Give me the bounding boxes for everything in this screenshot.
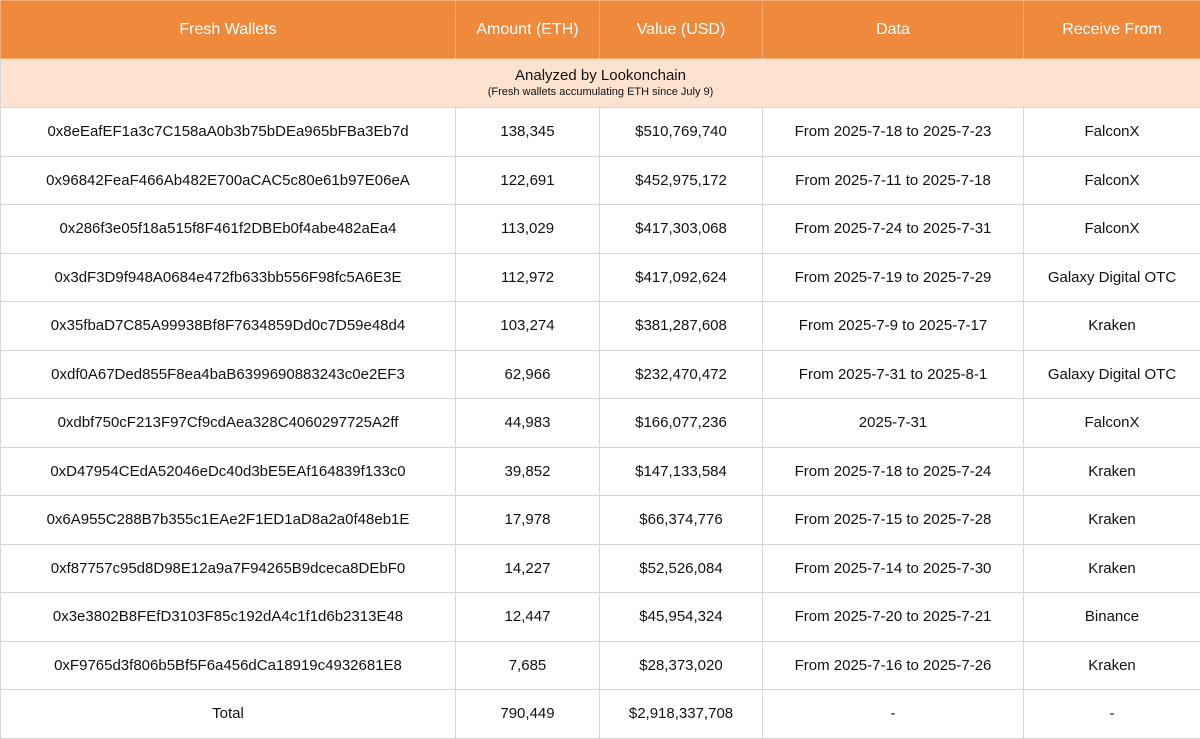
amount-eth-cell: 113,029 <box>456 205 600 254</box>
wallet-address-cell: 0xdf0A67Ded855F8ea4baB6399690883243c0e2EF3 <box>1 350 456 399</box>
table-row <box>1 496 1200 545</box>
wallet-address-cell: 0xf87757c95d8D98E12a9a7F94265B9dceca8DEbF0 <box>1 544 456 593</box>
header-row <box>1 1 1200 59</box>
table-row <box>1 544 1200 593</box>
date-range-cell: From 2025-7-16 to 2025-7-26 <box>763 641 1024 690</box>
amount-eth-cell: 17,978 <box>456 496 600 545</box>
date-range-cell: From 2025-7-11 to 2025-7-18 <box>763 156 1024 205</box>
table-row <box>1 399 1200 448</box>
wallet-address-cell: 0x3dF3D9f948A0684e472fb633bb556F98fc5A6E3E <box>1 253 456 302</box>
wallet-address-cell: 0xF9765d3f806b5Bf5F6a456dCa18919c4932681E8 <box>1 641 456 690</box>
table-row <box>1 641 1200 690</box>
table-row <box>1 156 1200 205</box>
date-range-cell: From 2025-7-18 to 2025-7-23 <box>763 108 1024 157</box>
wallet-address-cell: 0x286f3e05f18a515f8F461f2DBEb0f4abe482aEa4 <box>1 205 456 254</box>
value-usd-cell: $166,077,236 <box>600 399 763 448</box>
header-data: Data <box>763 1 1024 59</box>
receive-from-cell: FalconX <box>1024 399 1200 448</box>
table-header <box>1 1 1200 59</box>
header-receive-from: Receive From <box>1024 1 1200 59</box>
value-usd-cell: $452,975,172 <box>600 156 763 205</box>
date-range-cell: From 2025-7-15 to 2025-7-28 <box>763 496 1024 545</box>
receive-from-cell: Kraken <box>1024 447 1200 496</box>
date-range-cell: From 2025-7-24 to 2025-7-31 <box>763 205 1024 254</box>
value-usd-cell: $28,373,020 <box>600 641 763 690</box>
receive-from-cell: Kraken <box>1024 496 1200 545</box>
date-range-cell: From 2025-7-14 to 2025-7-30 <box>763 544 1024 593</box>
wallet-address-cell: 0x35fbaD7C85A99938Bf8F7634859Dd0c7D59e48d4 <box>1 302 456 351</box>
receive-from-cell: Kraken <box>1024 544 1200 593</box>
value-usd-cell: $147,133,584 <box>600 447 763 496</box>
value-usd-cell: $66,374,776 <box>600 496 763 545</box>
header-value-usd: Value (USD) <box>600 1 763 59</box>
receive-from-cell: FalconX <box>1024 205 1200 254</box>
table-row <box>1 302 1200 351</box>
amount-eth-cell: 44,983 <box>456 399 600 448</box>
total-value-usd-cell: $2,918,337,708 <box>600 690 763 739</box>
receive-from-cell: Galaxy Digital OTC <box>1024 253 1200 302</box>
total-amount-eth-cell: 790,449 <box>456 690 600 739</box>
amount-eth-cell: 12,447 <box>456 593 600 642</box>
wallet-address-cell: 0xD47954CEdA52046eDc40d3bE5EAf164839f133c0 <box>1 447 456 496</box>
amount-eth-cell: 122,691 <box>456 156 600 205</box>
subheader-title: Analyzed by Lookonchain <box>1 67 1200 86</box>
receive-from-cell: Galaxy Digital OTC <box>1024 350 1200 399</box>
header-amount-eth: Amount (ETH) <box>456 1 600 59</box>
value-usd-cell: $232,470,472 <box>600 350 763 399</box>
value-usd-cell: $510,769,740 <box>600 108 763 157</box>
amount-eth-cell: 138,345 <box>456 108 600 157</box>
value-usd-cell: $417,303,068 <box>600 205 763 254</box>
subheader-note: (Fresh wallets accumulating ETH since July 9) <box>1 86 1200 100</box>
amount-eth-cell: 7,685 <box>456 641 600 690</box>
receive-from-cell: Kraken <box>1024 302 1200 351</box>
wallet-address-cell: 0x96842FeaF466Ab482E700aCAC5c80e61b97E06eA <box>1 156 456 205</box>
date-range-cell: From 2025-7-18 to 2025-7-24 <box>763 447 1024 496</box>
table-row <box>1 253 1200 302</box>
amount-eth-cell: 39,852 <box>456 447 600 496</box>
receive-from-cell: Binance <box>1024 593 1200 642</box>
amount-eth-cell: 103,274 <box>456 302 600 351</box>
table-row <box>1 350 1200 399</box>
total-receive-from-cell: - <box>1024 690 1200 739</box>
amount-eth-cell: 62,966 <box>456 350 600 399</box>
value-usd-cell: $381,287,608 <box>600 302 763 351</box>
table-row <box>1 108 1200 157</box>
date-range-cell: From 2025-7-20 to 2025-7-21 <box>763 593 1024 642</box>
wallet-address-cell: 0xdbf750cF213F97Cf9cdAea328C4060297725A2ff <box>1 399 456 448</box>
subheader-cell <box>1 59 1200 108</box>
value-usd-cell: $52,526,084 <box>600 544 763 593</box>
date-range-cell: From 2025-7-31 to 2025-8-1 <box>763 350 1024 399</box>
value-usd-cell: $45,954,324 <box>600 593 763 642</box>
table-row <box>1 447 1200 496</box>
value-usd-cell: $417,092,624 <box>600 253 763 302</box>
receive-from-cell: Kraken <box>1024 641 1200 690</box>
receive-from-cell: FalconX <box>1024 108 1200 157</box>
date-range-cell: 2025-7-31 <box>763 399 1024 448</box>
amount-eth-cell: 14,227 <box>456 544 600 593</box>
amount-eth-cell: 112,972 <box>456 253 600 302</box>
total-label-cell: Total <box>1 690 456 739</box>
table-body <box>1 59 1200 739</box>
total-date-cell: - <box>763 690 1024 739</box>
header-fresh-wallets: Fresh Wallets <box>1 1 456 59</box>
table-row <box>1 205 1200 254</box>
subheader-row <box>1 59 1200 108</box>
date-range-cell: From 2025-7-19 to 2025-7-29 <box>763 253 1024 302</box>
wallet-address-cell: 0x3e3802B8FEfD3103F85c192dA4c1f1d6b2313E48 <box>1 593 456 642</box>
table-row <box>1 593 1200 642</box>
date-range-cell: From 2025-7-9 to 2025-7-17 <box>763 302 1024 351</box>
wallet-address-cell: 0x8eEafEF1a3c7C158aA0b3b75bDEa965bFBa3Eb7d <box>1 108 456 157</box>
wallet-address-cell: 0x6A955C288B7b355c1EAe2F1ED1aD8a2a0f48eb1E <box>1 496 456 545</box>
total-row <box>1 690 1200 739</box>
receive-from-cell: FalconX <box>1024 156 1200 205</box>
